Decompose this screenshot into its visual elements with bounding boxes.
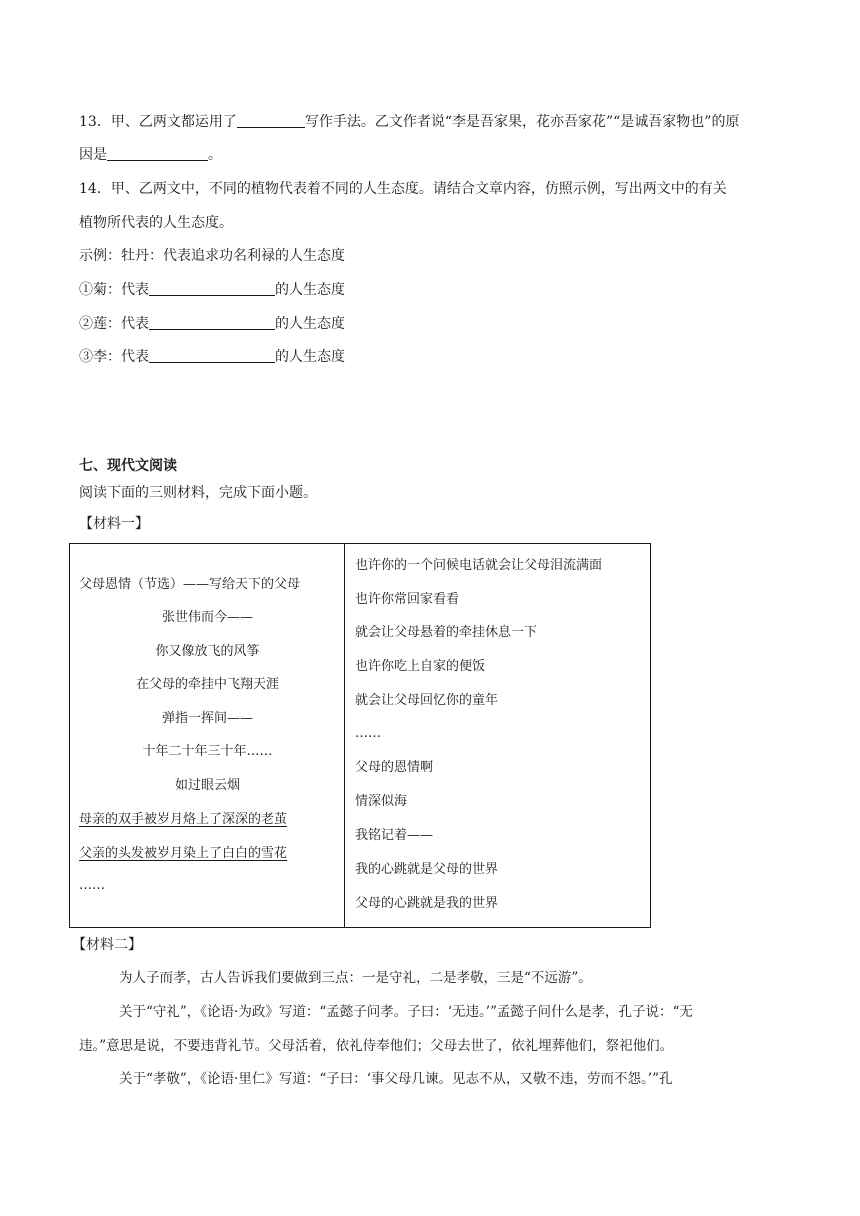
poem-right-line: 也许你吃上自家的便饭 <box>355 659 486 674</box>
q14-line-1: 14．甲、乙两文中，不同的植物代表着不同的人生态度。请结合文章内容，仿照示例，写出两文中的有关 <box>79 181 727 197</box>
q14-item-3 <box>79 348 345 366</box>
q13-line-1 <box>79 113 739 131</box>
poem-left-underlined-line: 父亲的头发被岁月染上了白白的雪花 <box>79 846 288 861</box>
poem-right-line: 就会让父母回忆你的童年 <box>355 693 499 708</box>
q13-blank-2[interactable] <box>107 146 208 161</box>
poem-right-line: 也许你的一个问候电话就会让父母泪流满面 <box>355 558 603 573</box>
material2-paragraph-1: 为人子而孝，古人告诉我们要做到三点：一是守礼，二是孝敬，三是“不远游”。 <box>119 970 592 986</box>
poem-right-ellipsis: …… <box>355 726 381 741</box>
q14-item-2-suffix: 的人生态度 <box>275 316 345 332</box>
poem-right-line: 我的心跳就是父母的世界 <box>355 862 499 877</box>
poem-right-line: 父母的恩情啊 <box>355 760 434 775</box>
q13-text-d: 。 <box>208 147 222 163</box>
poem-left-line: 你又像放飞的风筝 <box>155 644 260 659</box>
q13-line-2 <box>79 146 222 164</box>
q13-text-a: 13．甲、乙两文都运用了 <box>79 114 237 130</box>
poem-left-underlined-line: 母亲的双手被岁月烙上了深深的老茧 <box>79 812 288 827</box>
section-intro: 阅读下面的三则材料，完成下面小题。 <box>79 485 317 501</box>
material2-paragraph-3-line-1: 关于“孝敬”，《论语·里仁》写道：“子曰：‘事父母几谏。见志不从，又敬不违，劳而不怨。’”孔 <box>119 1071 673 1087</box>
poem-left-cell <box>70 544 345 928</box>
poem-left-line: 在父母的牵挂中飞翔天涯 <box>135 677 279 692</box>
poem-right-line: 也许你常回家看看 <box>355 592 460 607</box>
poem-right-line: 就会让父母悬着的牵挂休息一下 <box>355 625 538 640</box>
poem-left-line: 十年二十年三十年…… <box>142 744 273 759</box>
q14-item-2-prefix: ②莲：代表 <box>79 316 149 332</box>
poem-left-line: 如过眼云烟 <box>174 778 240 793</box>
poem-right-line: 我铭记着—— <box>355 828 434 843</box>
q14-item-1 <box>79 281 345 299</box>
poem-right-cell <box>345 544 651 928</box>
q14-item-1-blank[interactable] <box>149 281 275 296</box>
material2-paragraph-2-line-1: 关于“守礼”，《论语·为政》写道：“孟懿子问孝。子曰：‘无违。’”孟懿子问什么是孝，孔子说：“无 <box>119 1004 693 1020</box>
q14-item-1-suffix: 的人生态度 <box>275 282 345 298</box>
q14-item-3-blank[interactable] <box>149 348 275 363</box>
q14-item-2-blank[interactable] <box>149 315 275 330</box>
q13-text-b: 写作手法。乙文作者说“李是吾家果，花亦吾家花”“是诚吾家物也”的原 <box>304 114 740 130</box>
q13-text-c: 因是 <box>79 147 107 163</box>
section-heading: 七、现代文阅读 <box>79 458 177 474</box>
poem-title: 父母恩情（节选）——写给天下的父母 <box>79 577 301 592</box>
poem-left-line: 张世伟而今—— <box>161 610 253 625</box>
q14-item-2 <box>79 315 345 333</box>
material2-label: 【材料二】 <box>72 937 142 953</box>
poem-right-line: 父母的心跳就是我的世界 <box>355 896 499 911</box>
poem-left-ellipsis: …… <box>79 878 105 893</box>
q14-line-2: 植物所代表的人生态度。 <box>79 215 233 231</box>
q14-item-3-prefix: ③李：代表 <box>79 349 149 365</box>
material1-table <box>69 543 651 928</box>
q14-example: 示例：牡丹：代表追求功名利禄的人生态度 <box>79 248 345 264</box>
material1-label: 【材料一】 <box>79 516 149 532</box>
poem-right-line: 情深似海 <box>355 794 408 809</box>
q14-item-1-prefix: ①菊：代表 <box>79 282 149 298</box>
q14-item-3-suffix: 的人生态度 <box>275 349 345 365</box>
poem-left-line: 弹指一挥间—— <box>161 711 253 726</box>
q13-blank-1[interactable] <box>237 113 305 128</box>
material2-paragraph-2-line-2: 违。”意思是说，不要违背礼节。父母活着，依礼侍奉他们；父母去世了，依礼埋葬他们，祭祀他们。 <box>79 1038 674 1054</box>
